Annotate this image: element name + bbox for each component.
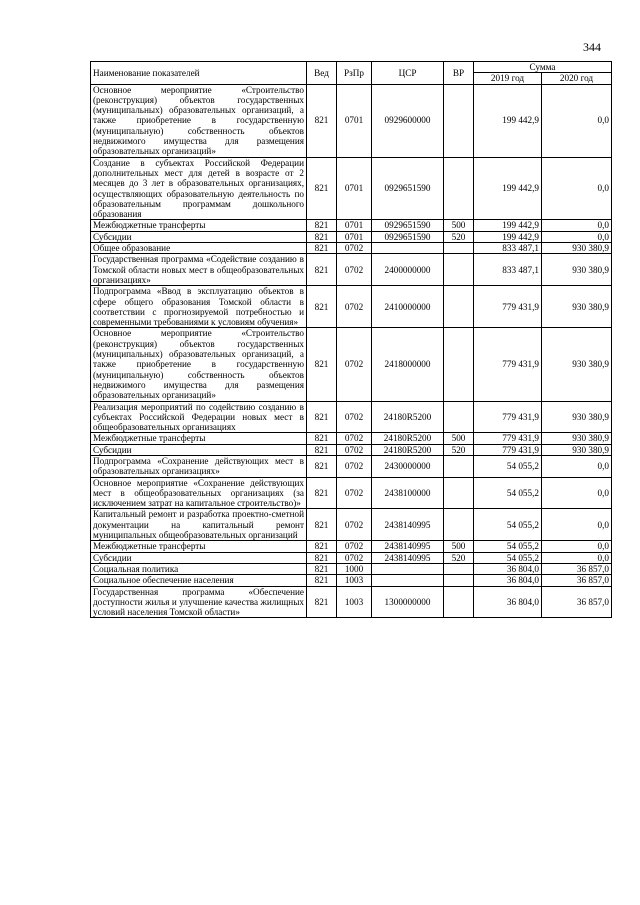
row-rzpr: 1003 — [337, 575, 372, 586]
row-csr: 0929600000 — [372, 84, 444, 157]
row-vr — [444, 563, 474, 574]
row-rzpr: 0702 — [337, 401, 372, 433]
header-name: Наименование показателей — [91, 62, 307, 85]
row-amount-2020: 36 857,0 — [542, 575, 612, 586]
row-csr: 2438140995 — [372, 541, 444, 552]
row-ved: 821 — [307, 455, 337, 477]
row-amount-2019: 199 442,9 — [474, 84, 542, 157]
row-csr: 2438100000 — [372, 477, 444, 509]
row-ved: 821 — [307, 575, 337, 586]
row-rzpr: 0702 — [337, 328, 372, 401]
row-name: Реализация мероприятий по содействию созданию в субъектах Российской Федерации новых мест в общеобразовательных организациях — [91, 401, 307, 433]
row-name: Основное мероприятие «Сохранение действующих мест в общеобразовательных организациях (за исключением затрат на капитальное строительство)» — [91, 477, 307, 509]
row-rzpr: 0702 — [337, 433, 372, 444]
row-name: Субсидии — [91, 231, 307, 242]
row-rzpr: 1003 — [337, 586, 372, 618]
row-rzpr: 0702 — [337, 541, 372, 552]
table-body — [91, 84, 612, 618]
row-vr — [444, 477, 474, 509]
row-vr — [444, 243, 474, 254]
table-row — [91, 328, 612, 401]
row-name: Основное мероприятие «Строительство (реконструкция) объектов государственных (муниципальных) образовательных организаций, а также приобретение в государственную (муниципальную) собственность объектов недвижимого имущества для размещения образовательных организаций» — [91, 84, 307, 157]
row-amount-2019: 36 804,0 — [474, 586, 542, 618]
row-csr: 2430000000 — [372, 455, 444, 477]
row-amount-2019: 779 431,9 — [474, 286, 542, 328]
row-rzpr: 0701 — [337, 84, 372, 157]
row-vr — [444, 586, 474, 618]
row-vr: 520 — [444, 231, 474, 242]
table-row — [91, 254, 612, 286]
row-csr: 2410000000 — [372, 286, 444, 328]
row-csr: 1300000000 — [372, 586, 444, 618]
row-name: Капитальный ремонт и разработка проектно-сметной документации на капитальный ремонт муниципальных общеобразовательных организаций — [91, 509, 307, 541]
table-row — [91, 157, 612, 220]
row-name: Субсидии — [91, 552, 307, 563]
row-vr — [444, 509, 474, 541]
row-name: Межбюджетные трансферты — [91, 220, 307, 231]
row-vr: 520 — [444, 444, 474, 455]
row-csr — [372, 575, 444, 586]
row-ved: 821 — [307, 401, 337, 433]
row-csr: 24180R5200 — [372, 401, 444, 433]
table-row — [91, 243, 612, 254]
table-row — [91, 455, 612, 477]
row-ved: 821 — [307, 157, 337, 220]
row-amount-2020: 930 380,9 — [542, 444, 612, 455]
table-row — [91, 433, 612, 444]
row-ved: 821 — [307, 84, 337, 157]
row-csr: 24180R5200 — [372, 444, 444, 455]
row-ved: 821 — [307, 220, 337, 231]
row-vr: 520 — [444, 552, 474, 563]
row-amount-2019: 54 055,2 — [474, 477, 542, 509]
row-amount-2020: 930 380,9 — [542, 286, 612, 328]
row-name: Субсидии — [91, 444, 307, 455]
row-csr: 0929651590 — [372, 157, 444, 220]
row-name: Государственная программа «Содействие созданию в Томской области новых мест в общеобразовательных организациях» — [91, 254, 307, 286]
row-amount-2020: 930 380,9 — [542, 433, 612, 444]
row-rzpr: 0702 — [337, 444, 372, 455]
row-ved: 821 — [307, 541, 337, 552]
row-rzpr: 0701 — [337, 231, 372, 242]
row-vr — [444, 401, 474, 433]
row-ved: 821 — [307, 552, 337, 563]
row-amount-2020: 36 857,0 — [542, 586, 612, 618]
header-year-2019: 2019 год — [474, 73, 542, 84]
row-amount-2020: 0,0 — [542, 509, 612, 541]
row-amount-2019: 833 487,1 — [474, 254, 542, 286]
table-row — [91, 444, 612, 455]
row-amount-2019: 779 431,9 — [474, 401, 542, 433]
row-amount-2019: 833 487,1 — [474, 243, 542, 254]
table-row — [91, 552, 612, 563]
row-vr — [444, 575, 474, 586]
row-ved: 821 — [307, 444, 337, 455]
row-name: Межбюджетные трансферты — [91, 433, 307, 444]
header-rzpr: РзПр — [337, 62, 372, 85]
table-row — [91, 220, 612, 231]
row-csr: 2418000000 — [372, 328, 444, 401]
row-rzpr: 0702 — [337, 254, 372, 286]
row-ved: 821 — [307, 509, 337, 541]
row-amount-2019: 199 442,9 — [474, 157, 542, 220]
row-name: Государственная программа «Обеспечение доступности жилья и улучшение качества жилищных условий населения Томской области» — [91, 586, 307, 618]
row-csr: 24180R5200 — [372, 433, 444, 444]
row-name: Основное мероприятие «Строительство (реконструкция) объектов государственных (муниципальных) образовательных организаций, а также приобретение в государственную (муниципальную) собственность объектов недвижимого имущества для размещения образовательных организаций» — [91, 328, 307, 401]
table-row — [91, 586, 612, 618]
table-row — [91, 286, 612, 328]
row-vr — [444, 455, 474, 477]
row-amount-2019: 36 804,0 — [474, 563, 542, 574]
row-rzpr: 0701 — [337, 157, 372, 220]
row-rzpr: 0702 — [337, 477, 372, 509]
row-ved: 821 — [307, 477, 337, 509]
row-ved: 821 — [307, 286, 337, 328]
row-ved: 821 — [307, 254, 337, 286]
row-amount-2019: 779 431,9 — [474, 433, 542, 444]
row-name: Межбюджетные трансферты — [91, 541, 307, 552]
table-row — [91, 477, 612, 509]
row-amount-2020: 0,0 — [542, 552, 612, 563]
budget-table — [90, 61, 612, 618]
row-rzpr: 0702 — [337, 509, 372, 541]
row-vr — [444, 84, 474, 157]
row-csr: 2438140995 — [372, 552, 444, 563]
table-row — [91, 231, 612, 242]
row-amount-2019: 199 442,9 — [474, 220, 542, 231]
row-amount-2019: 54 055,2 — [474, 552, 542, 563]
row-amount-2020: 0,0 — [542, 231, 612, 242]
row-csr: 0929651590 — [372, 220, 444, 231]
table-row — [91, 84, 612, 157]
row-name: Социальное обеспечение населения — [91, 575, 307, 586]
row-rzpr: 0702 — [337, 552, 372, 563]
table-row — [91, 541, 612, 552]
row-amount-2020: 0,0 — [542, 541, 612, 552]
row-name: Создание в субъектах Российской Федерации дополнительных мест для детей в возрасте от 2 месяцев до 3 лет в образовательных организациях, осуществляющих образовательную деятельность по образовательным программам дошкольного образования — [91, 157, 307, 220]
row-rzpr: 0702 — [337, 243, 372, 254]
row-csr: 2438140995 — [372, 509, 444, 541]
row-name: Социальная политика — [91, 563, 307, 574]
row-amount-2020: 930 380,9 — [542, 243, 612, 254]
row-amount-2020: 0,0 — [542, 477, 612, 509]
row-vr: 500 — [444, 433, 474, 444]
row-amount-2019: 779 431,9 — [474, 444, 542, 455]
row-vr — [444, 157, 474, 220]
row-name: Общее образование — [91, 243, 307, 254]
row-amount-2020: 36 857,0 — [542, 563, 612, 574]
row-vr — [444, 254, 474, 286]
row-amount-2019: 36 804,0 — [474, 575, 542, 586]
row-amount-2020: 0,0 — [542, 220, 612, 231]
row-amount-2020: 0,0 — [542, 84, 612, 157]
header-csr: ЦСР — [372, 62, 444, 85]
header-ved: Вед — [307, 62, 337, 85]
row-rzpr: 0702 — [337, 455, 372, 477]
row-ved: 821 — [307, 586, 337, 618]
row-csr — [372, 243, 444, 254]
table-row — [91, 575, 612, 586]
row-ved: 821 — [307, 563, 337, 574]
row-name: Подпрограмма «Ввод в эксплуатацию объектов в сфере общего образования Томской области в соответствии с прогнозируемой потребностью и современными требованиями к условиям обучения» — [91, 286, 307, 328]
header-vr: ВР — [444, 62, 474, 85]
row-rzpr: 1000 — [337, 563, 372, 574]
row-amount-2020: 0,0 — [542, 157, 612, 220]
row-ved: 821 — [307, 433, 337, 444]
row-ved: 821 — [307, 243, 337, 254]
row-vr — [444, 286, 474, 328]
row-rzpr: 0701 — [337, 220, 372, 231]
row-vr: 500 — [444, 220, 474, 231]
page-number: 344 — [583, 40, 601, 54]
row-amount-2019: 199 442,9 — [474, 231, 542, 242]
row-amount-2019: 54 055,2 — [474, 541, 542, 552]
row-amount-2020: 930 380,9 — [542, 254, 612, 286]
table-row — [91, 401, 612, 433]
row-csr: 2400000000 — [372, 254, 444, 286]
row-vr — [444, 328, 474, 401]
header-year-2020: 2020 год — [542, 73, 612, 84]
row-amount-2020: 930 380,9 — [542, 328, 612, 401]
row-ved: 821 — [307, 231, 337, 242]
row-csr — [372, 563, 444, 574]
row-ved: 821 — [307, 328, 337, 401]
row-amount-2020: 930 380,9 — [542, 401, 612, 433]
row-vr: 500 — [444, 541, 474, 552]
row-amount-2020: 0,0 — [542, 455, 612, 477]
row-amount-2019: 779 431,9 — [474, 328, 542, 401]
header-sum: Сумма — [474, 62, 612, 73]
row-amount-2019: 54 055,2 — [474, 455, 542, 477]
row-rzpr: 0702 — [337, 286, 372, 328]
row-csr: 0929651590 — [372, 231, 444, 242]
table-row — [91, 509, 612, 541]
row-amount-2019: 54 055,2 — [474, 509, 542, 541]
table-row — [91, 563, 612, 574]
row-name: Подпрограмма «Сохранение действующих мест в образовательных организациях» — [91, 455, 307, 477]
